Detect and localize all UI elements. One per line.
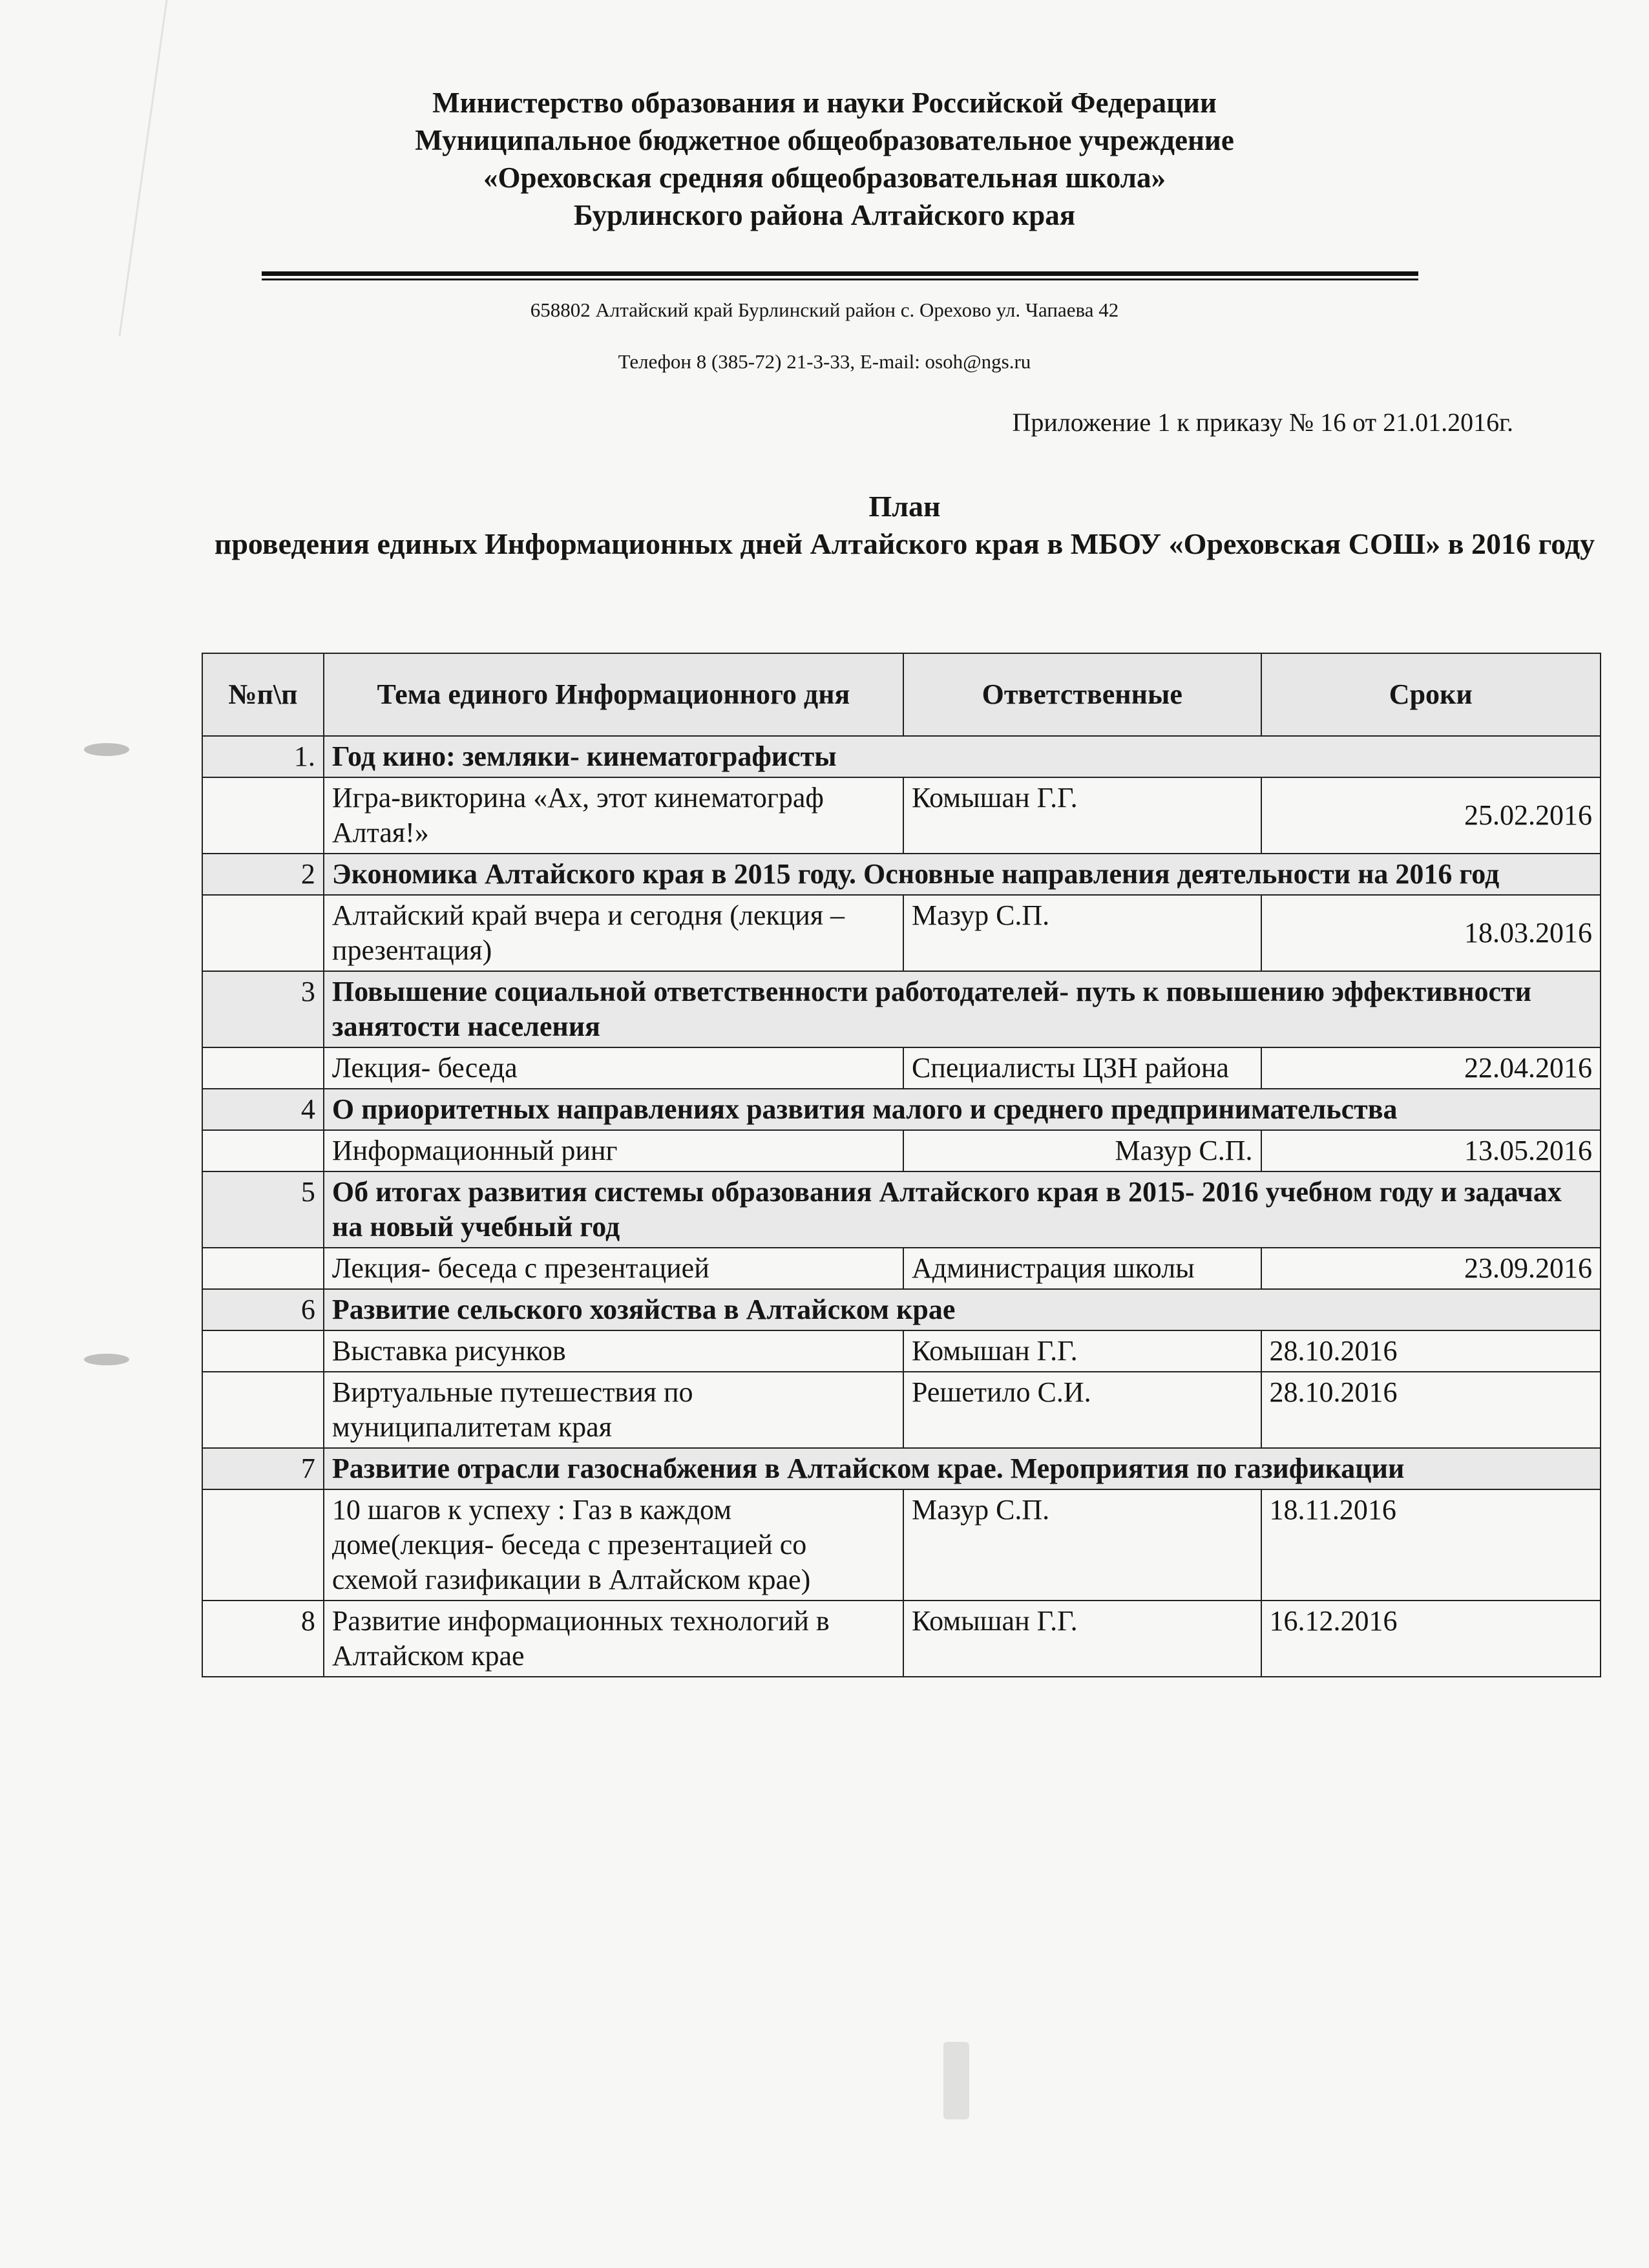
theme-title: Развитие отрасли газоснабжения в Алтайском крае. Мероприятия по газификации (324, 1448, 1601, 1489)
scan-smudge (84, 743, 129, 756)
theme-title: Экономика Алтайского края в 2015 году. Основные направления деятельности на 2016 год (324, 854, 1601, 895)
activity-name: Алтайский край вчера и сегодня (лекция – презентация) (324, 895, 903, 971)
activity-row (202, 777, 1601, 854)
activity-date: 18.03.2016 (1261, 895, 1601, 971)
theme-row (202, 736, 1601, 777)
header-num: №п\п (202, 653, 324, 736)
activity-responsible: Специалисты ЦЗН района (903, 1047, 1261, 1089)
institution-type-line: Муниципальное бюджетное общеобразовательное учреждение (415, 124, 1234, 156)
activity-date: 16.12.2016 (1261, 1601, 1601, 1677)
activity-responsible: Мазур С.П. (903, 895, 1261, 971)
theme-number: 8 (202, 1601, 324, 1677)
activity-name: Лекция- беседа (324, 1047, 903, 1089)
activity-responsible: Мазур С.П. (903, 1489, 1261, 1601)
activity-date: 13.05.2016 (1261, 1130, 1601, 1171)
activity-row (202, 1330, 1601, 1372)
activity-name: Лекция- беседа с презентацией (324, 1248, 903, 1289)
activity-responsible: Администрация школы (903, 1248, 1261, 1289)
activity-date: 25.02.2016 (1261, 777, 1601, 854)
theme-number: 5 (202, 1171, 324, 1248)
theme-row (202, 1289, 1601, 1330)
theme-title: Развитие сельского хозяйства в Алтайском крае (324, 1289, 1601, 1330)
theme-number: 1. (202, 736, 324, 777)
theme-row (202, 1089, 1601, 1130)
activity-responsible: Решетило С.И. (903, 1372, 1261, 1448)
theme-number: 2 (202, 854, 324, 895)
theme-number: 3 (202, 971, 324, 1047)
title-subject: проведения единых Информационных дней Алтайского края в МБОУ «Ореховская СОШ» в 2016 году (214, 527, 1595, 560)
theme-number: 7 (202, 1448, 324, 1489)
activity-row (202, 1130, 1601, 1171)
activity-name: Информационный ринг (324, 1130, 903, 1171)
activity-name: Развитие информационных технологий в Алтайском крае (324, 1601, 903, 1677)
table-header-row (202, 653, 1601, 736)
activity-name: 10 шагов к успеху : Газ в каждом доме(лекция- беседа с презентацией со схемой газификации в Алтайском крае) (324, 1489, 903, 1601)
theme-title: Год кино: земляки- кинематографисты (324, 736, 1601, 777)
theme-row (202, 971, 1601, 1047)
activity-date: 18.11.2016 (1261, 1489, 1601, 1601)
theme-row (202, 1448, 1601, 1489)
theme-number: 4 (202, 1089, 324, 1130)
title-plan: План (868, 490, 941, 523)
activity-date: 28.10.2016 (1261, 1372, 1601, 1448)
theme-title: Повышение социальной ответственности работодателей- путь к повышению эффективности занятости населения (324, 971, 1601, 1047)
events-table (202, 653, 1601, 1677)
theme-row (202, 1171, 1601, 1248)
letterhead-divider (262, 271, 1418, 280)
theme-title: О приоритетных направлениях развития малого и среднего предпринимательства (324, 1089, 1601, 1130)
scan-smudge (84, 1354, 129, 1365)
activity-responsible: Мазур С.П. (903, 1130, 1261, 1171)
activity-name: Игра-викторина «Ах, этот кинематограф Алтая!» (324, 777, 903, 854)
activity-date: 22.04.2016 (1261, 1047, 1601, 1089)
school-contacts: Телефон 8 (385-72) 21-3-33, E-mail: osoh@ngs.ru (618, 350, 1031, 373)
appendix-note: Приложение 1 к приказу № 16 от 21.01.2016г. (1012, 408, 1513, 437)
activity-date: 23.09.2016 (1261, 1248, 1601, 1289)
activity-name: Выставка рисунков (324, 1330, 903, 1372)
theme-title: Об итогах развития системы образования Алтайского края в 2015- 2016 учебном году и задачах на новый учебный год (324, 1171, 1601, 1248)
school-address: 658802 Алтайский край Бурлинский район с. Орехово ул. Чапаева 42 (530, 299, 1119, 321)
document-title (213, 488, 1596, 563)
activity-row (202, 1372, 1601, 1448)
header-responsible: Ответственные (903, 653, 1261, 736)
ministry-line: Министерство образования и науки Российской Федерации (432, 87, 1217, 119)
header-dates: Сроки (1261, 653, 1601, 736)
activity-responsible: Комышан Г.Г. (903, 1601, 1261, 1677)
activity-row (202, 1047, 1601, 1089)
activity-row (202, 1248, 1601, 1289)
activity-row (202, 1489, 1601, 1601)
letterhead (0, 84, 1649, 234)
header-theme: Тема единого Информационного дня (324, 653, 903, 736)
activity-date: 28.10.2016 (1261, 1330, 1601, 1372)
activity-row (202, 895, 1601, 971)
theme-number: 6 (202, 1289, 324, 1330)
activity-name: Виртуальные путешествия по муниципалитетам края (324, 1372, 903, 1448)
region-line: Бурлинского района Алтайского края (573, 199, 1076, 231)
scan-smudge (943, 2042, 969, 2119)
school-name-line: «Ореховская средняя общеобразовательная школа» (483, 162, 1166, 194)
activity-responsible: Комышан Г.Г. (903, 777, 1261, 854)
theme-row (202, 854, 1601, 895)
activity-responsible: Комышан Г.Г. (903, 1330, 1261, 1372)
activity-row (202, 1601, 1601, 1677)
